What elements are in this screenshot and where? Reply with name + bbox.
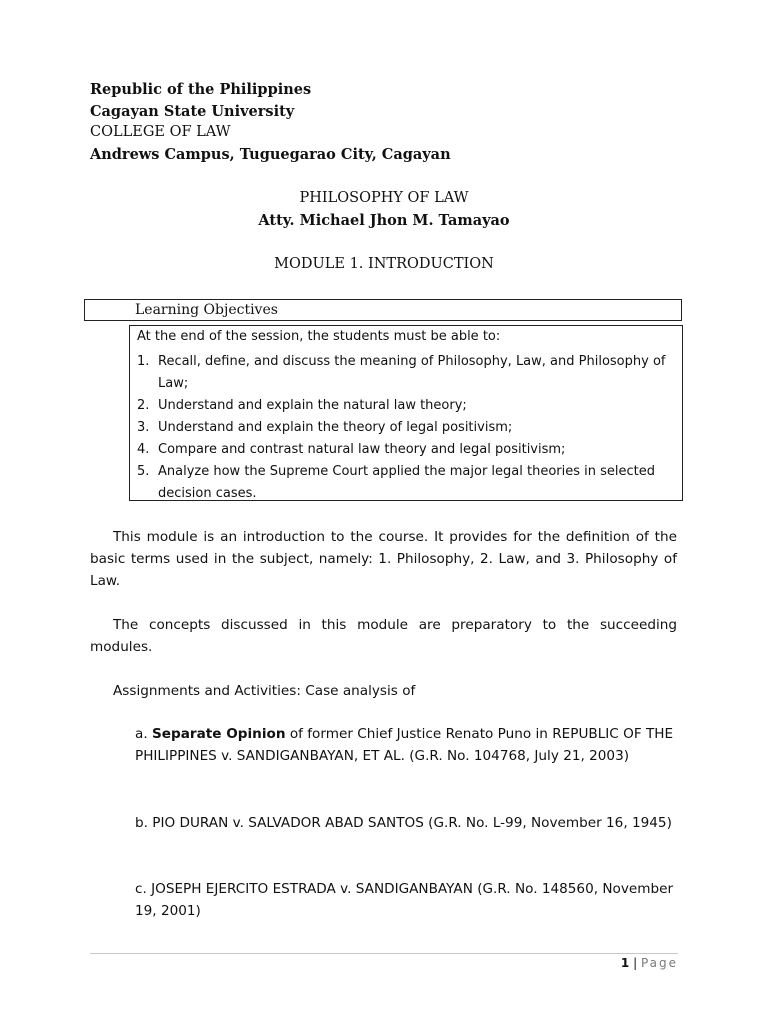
assignments-heading: Assignments and Activities: Case analysis of [113, 683, 416, 699]
instructor-name: Atty. Michael Jhon M. Tamayao [258, 212, 510, 229]
page-number: 1 [620, 956, 630, 970]
objectives-list [137, 351, 677, 505]
footer-divider [90, 953, 678, 954]
objective-item: 3. Understand and explain the theory of legal positivism; [137, 420, 513, 435]
case-item-a: a. Separate Opinion of former Chief Justice Renato Puno in REPUBLIC OF THE PHILIPPINES v. SANDIGANBAYAN, ET AL. (G.R. No. 104768, July 21, 2003) [135, 726, 674, 764]
header-line-college: COLLEGE OF LAW [90, 124, 231, 140]
intro-paragraph: This module is an introduction to the course. It provides for the definition of the basic terms used in the subject, namely: 1. Philosophy, 2. Law, and 3. Philosophy of Law. [90, 529, 677, 589]
objectives-box [129, 325, 683, 501]
learning-objectives-header-box [84, 299, 682, 321]
case-item-c: c. JOSEPH EJERCITO ESTRADA v. SANDIGANBAYAN (G.R. No. 148560, November 19, 2001) [135, 881, 674, 919]
course-title: PHILOSOPHY OF LAW [299, 190, 469, 206]
case-item-b: b. PIO DURAN v. SALVADOR ABAD SANTOS (G.R. No. L-99, November 16, 1945) [135, 815, 672, 831]
objective-item: 4. Compare and contrast natural law theory and legal positivism; [137, 442, 566, 457]
objective-item: 5. Analyze how the Supreme Court applied the major legal theories in selected decision cases. [137, 464, 656, 501]
header-line-campus: Andrews Campus, Tuguegarao City, Cagayan [90, 145, 451, 163]
header-line-republic: Republic of the Philippines [90, 81, 312, 98]
objective-item: 2. Understand and explain the natural law theory; [137, 398, 467, 413]
page-footer: 1 | Page [620, 956, 678, 970]
page-label: Page [640, 956, 678, 970]
objective-item: 1. Recall, define, and discuss the meaning of Philosophy, Law, and Philosophy of Law; [137, 354, 666, 391]
separate-opinion-emphasis: Separate Opinion [151, 726, 286, 742]
learning-objectives-label: Learning Objectives [135, 302, 278, 318]
preparatory-paragraph: The concepts discussed in this module are preparatory to the succeeding modules. [90, 617, 677, 655]
module-title: MODULE 1. INTRODUCTION [274, 256, 494, 272]
header-line-university: Cagayan State University [90, 102, 295, 120]
objectives-intro: At the end of the session, the students must be able to: [137, 329, 501, 344]
institution-header [90, 79, 451, 165]
